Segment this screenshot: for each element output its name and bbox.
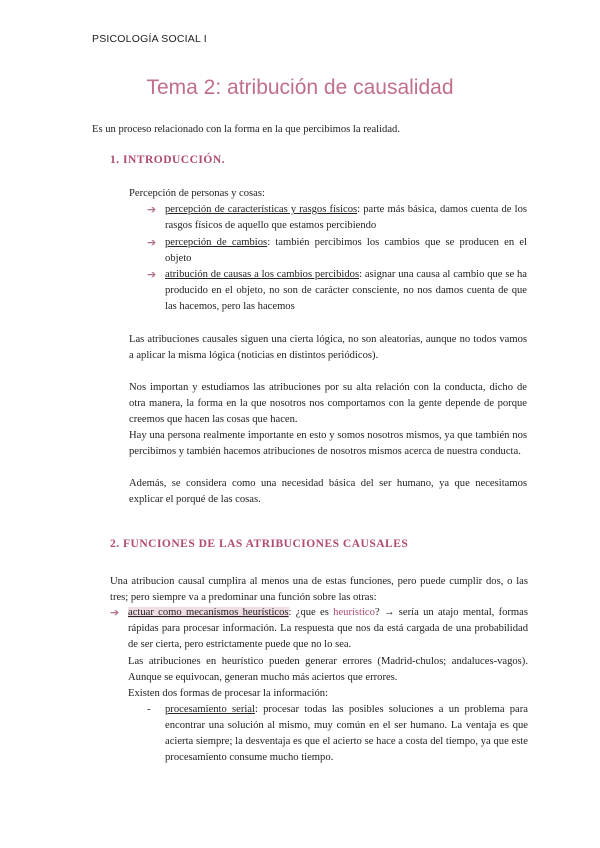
bullet-item — [165, 202, 527, 234]
paragraph: Existen dos formas de procesar la información: — [128, 688, 329, 699]
arrow-bullet-icon: ➔ — [147, 268, 157, 281]
sub-bullet-item — [165, 702, 528, 766]
course-header: PSICOLOGÍA SOCIAL I — [92, 33, 207, 45]
section-1-lead: Percepción de personas y cosas: — [129, 188, 265, 199]
paragraph: Las atribuciones causales siguen una cierta lógica, no son aleatorias, aunque no todos vamos a aplicar la misma lógica (noticias en distintos periódicos). — [129, 334, 527, 361]
sub-bullet-text: : procesar todas las posibles soluciones a un problema para encontrar una solución al mismo, muy común en el ser humano. La ventaja es que acierta siempre; la desventaja es que el acierto se hace a costa del tiempo, ya que este procesamiento consume mucho tiempo. — [165, 704, 528, 763]
paragraph: Hay una persona realmente importante en esto y somos nosotros mismos, ya que también nos percibimos y también hacemos atribuciones de nosotros mismos acerca de nuestra conducta. — [129, 430, 527, 457]
arrow-bullet-icon: ➔ — [147, 236, 157, 249]
paragraph: Además, se considera como una necesidad básica del ser humano, ya que necesitamos explicar el porqué de las cosas. — [129, 478, 527, 505]
bullet-term: atribución de causas a los cambios percibidos — [165, 269, 360, 280]
page-title: Tema 2: atribución de causalidad — [146, 76, 454, 99]
section-1-heading: 1. INTRODUCCIÓN. — [110, 154, 226, 166]
arrow-bullet-icon: ➔ — [110, 606, 120, 619]
intro-paragraph: Es un proceso relacionado con la forma en la que percibimos la realidad. — [92, 124, 400, 135]
highlighted-word: heurístico — [333, 607, 375, 618]
arrow-bullet-icon: ➔ — [147, 203, 157, 216]
bullet-item — [165, 235, 527, 267]
bullet-item — [128, 605, 528, 653]
bullet-text: : asignar una causa al cambio que se ha producido en el objeto, no son de carácter consciente, no nos damos cuenta de que las hacemos, pero las hacemos — [165, 269, 527, 312]
bullet-term: percepción de cambios — [165, 237, 268, 248]
bullet-text: ? → sería un atajo mental, formas rápidas para procesar información. La respuesta que nos da está cargada de una probabilidad de ser cierta, pero estrictamente puede que no lo sea. — [128, 607, 529, 650]
bullet-text: : ¿que es — [288, 607, 334, 618]
dash-bullet: - — [147, 704, 151, 715]
bullet-item — [165, 267, 527, 315]
section-2-heading: 2. FUNCIONES DE LAS ATRIBUCIONES CAUSALES — [110, 538, 409, 550]
section-2-lead: Una atribucion causal cumplira al menos una de estas funciones, pero puede cumplir dos, o las tres; pero siempre va a predominar una función sobre las otras: — [110, 576, 528, 603]
bullet-term: percepción de características y rasgos físicos — [165, 204, 358, 215]
paragraph: Las atribuciones en heurístico pueden generar errores (Madrid-chulos; andaluces-vagos). Aunque se equivocan, generan mucho más aciertos que errores. — [128, 656, 528, 683]
bullet-text: : también percibimos los cambios que se producen en el objeto — [165, 237, 527, 264]
bullet-text: : parte más básica, damos cuenta de los rasgos físicos de aquello que estamos percibiendo — [165, 204, 527, 231]
sub-bullet-term: procesamiento serial — [165, 704, 255, 715]
bullet-term-highlighted: actuar como mecanismos heurísticos — [128, 607, 289, 618]
paragraph: Nos importan y estudiamos las atribuciones por su alta relación con la conducta, dicho de otra manera, la forma en la que nosotros nos comportamos con la gente depende de porque creemos que hacen las cosas que hacen. — [129, 382, 527, 425]
